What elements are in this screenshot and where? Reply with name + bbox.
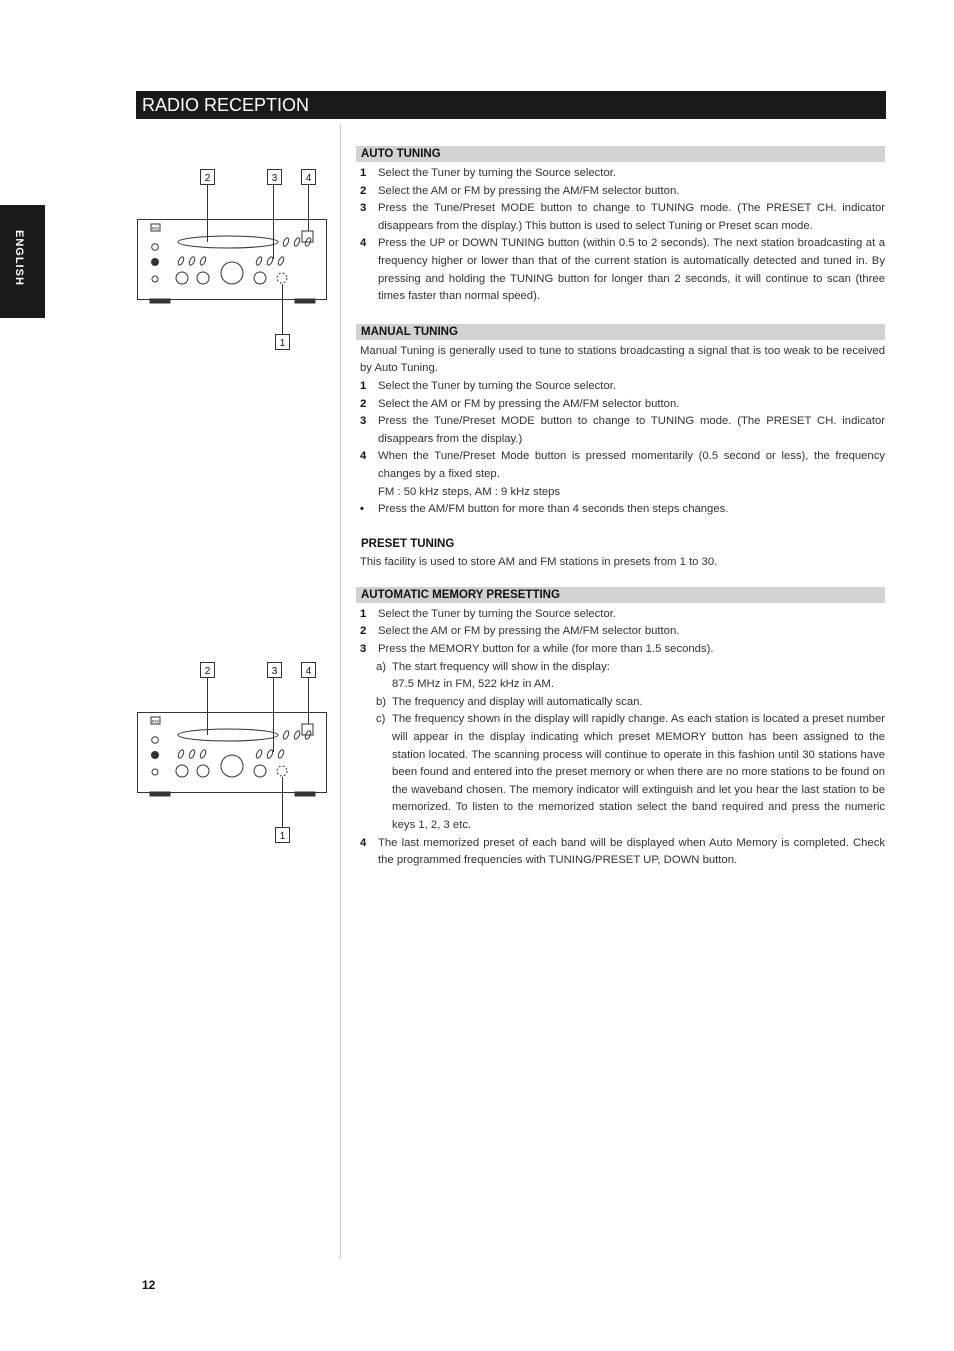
step-text: Select the Tuner by turning the Source selector. bbox=[378, 167, 617, 179]
step-item bbox=[356, 378, 885, 396]
language-tab bbox=[0, 205, 45, 318]
bullet-symbol: • bbox=[360, 503, 364, 516]
page-number: 12 bbox=[142, 1278, 156, 1292]
callout-3: 3 bbox=[271, 173, 278, 184]
language-tab-label: ENGLISH bbox=[13, 230, 25, 286]
callout-1: 1 bbox=[279, 338, 286, 349]
step-text: Select the AM or FM by pressing the AM/FM selector button. bbox=[378, 625, 680, 638]
step-text: Press the Tune/Preset MODE button to change to TUNING mode. (The PRESET CH. indicator disappears from the display.) This button is used to select Tuning or Preset scan mode. bbox=[378, 202, 885, 232]
callout-2: 2 bbox=[204, 666, 211, 677]
step-item bbox=[356, 165, 885, 183]
section-preset-tuning bbox=[356, 536, 885, 572]
brand-logo: NAD bbox=[151, 226, 160, 231]
step-number: 1 bbox=[360, 607, 367, 620]
step-number: 4 bbox=[360, 237, 367, 250]
step-number: 3 bbox=[360, 415, 367, 428]
substep-letter: c) bbox=[376, 713, 386, 726]
step-text: Select the Tuner by turning the Source selector. bbox=[378, 607, 617, 620]
step-item bbox=[356, 606, 885, 624]
step-number: 1 bbox=[360, 167, 367, 179]
step-text: Select the AM or FM by pressing the AM/FM selector button. bbox=[378, 184, 680, 197]
section-intro: This facility is used to store AM and FM stations in presets from 1 to 30. bbox=[360, 556, 718, 569]
section-heading: MANUAL TUNING bbox=[356, 324, 885, 340]
amplifier-diagram-2 bbox=[136, 658, 329, 848]
step-item bbox=[356, 641, 885, 659]
step-item bbox=[356, 448, 885, 483]
section-heading: PRESET TUNING bbox=[361, 537, 455, 550]
step-item bbox=[356, 183, 885, 201]
section-auto-memory bbox=[356, 587, 885, 870]
step-item bbox=[356, 413, 885, 448]
substep-detail: 87.5 MHz in FM, 522 kHz in AM. bbox=[392, 678, 554, 691]
step-number: 4 bbox=[360, 836, 367, 849]
step-text: Press the Tune/Preset MODE button to change to TUNING mode. (The PRESET CH. indicator disappears from the display.) bbox=[378, 415, 885, 445]
step-number: 2 bbox=[360, 397, 367, 410]
step-note: FM : 50 kHz steps, AM : 9 kHz steps bbox=[378, 485, 561, 498]
substep-letter: b) bbox=[376, 695, 387, 708]
substep-item bbox=[356, 711, 885, 834]
step-number: 3 bbox=[360, 643, 367, 656]
substep-letter: a) bbox=[376, 660, 387, 673]
substep-item bbox=[356, 694, 885, 712]
section-intro: Manual Tuning is generally used to tune to stations broadcasting a signal that is too weak to be received by Auto Tuning. bbox=[360, 344, 885, 375]
section-heading: AUTO TUNING bbox=[356, 146, 885, 162]
step-text: When the Tune/Preset Mode button is pressed momentarily (0.5 second or less), the frequency changes by a fixed step. bbox=[378, 450, 885, 480]
step-text: Select the Tuner by turning the Source selector. bbox=[378, 379, 617, 392]
instructions-column bbox=[356, 146, 885, 870]
step-item bbox=[356, 200, 885, 235]
step-item bbox=[356, 623, 885, 641]
bullet-item bbox=[356, 501, 885, 519]
callout-2: 2 bbox=[204, 173, 211, 184]
step-number: 1 bbox=[360, 379, 367, 392]
step-number: 2 bbox=[360, 184, 367, 197]
step-text: Select the AM or FM by pressing the AM/FM selector button. bbox=[378, 397, 680, 410]
step-item bbox=[356, 835, 885, 870]
page-title: RADIO RECEPTION bbox=[136, 91, 886, 119]
amplifier-diagram-1 bbox=[136, 165, 329, 355]
step-number: 3 bbox=[360, 202, 367, 215]
step-text: Press the UP or DOWN TUNING button (within 0.5 to 2 seconds). The next station broadcasting at a frequency higher or lower than that of the current station is automatically detected and tuned in. By pressing and holding the TUNING button for longer than 2 seconds, it will continue to scan (three times faster than normal speed). bbox=[378, 237, 885, 303]
substep-text: The frequency shown in the display will rapidly change. As each station is located a preset number will appear in the display indicating which preset MEMORY button has been assigned to the station located. The scanning process will continue to operate in this fashion until 30 stations have been found and entered into the preset memory or when there are no more stations to be found on the waveband chosen. The memory indicator will extinguish and let you hear the last station to be memorized. To listen to the memorized station select the band required and press the numeric keys 1, 2, 3 etc. bbox=[392, 713, 885, 831]
brand-logo: NAD bbox=[151, 719, 160, 724]
column-divider bbox=[340, 124, 341, 1259]
step-item bbox=[356, 235, 885, 305]
substep-text: The start frequency will show in the display: bbox=[392, 660, 610, 673]
step-number: 4 bbox=[360, 450, 367, 463]
section-manual-tuning bbox=[356, 324, 885, 519]
callout-4: 4 bbox=[305, 666, 312, 677]
substep-item bbox=[356, 659, 885, 677]
step-number: 2 bbox=[360, 625, 367, 638]
section-heading: AUTOMATIC MEMORY PRESETTING bbox=[356, 587, 885, 603]
substep-text: The frequency and display will automatically scan. bbox=[392, 695, 643, 708]
step-text: Press the MEMORY button for a while (for more than 1.5 seconds). bbox=[378, 643, 714, 656]
step-item bbox=[356, 396, 885, 414]
step-text: The last memorized preset of each band will be displayed when Auto Memory is completed. Check the programmed frequencies with TUNING/PRESET UP, DOWN button. bbox=[378, 836, 885, 867]
callout-1: 1 bbox=[279, 831, 286, 842]
callout-3: 3 bbox=[271, 666, 278, 677]
section-auto-tuning bbox=[356, 146, 885, 306]
bullet-text: Press the AM/FM button for more than 4 seconds then steps changes. bbox=[378, 503, 729, 516]
callout-4: 4 bbox=[305, 173, 312, 184]
